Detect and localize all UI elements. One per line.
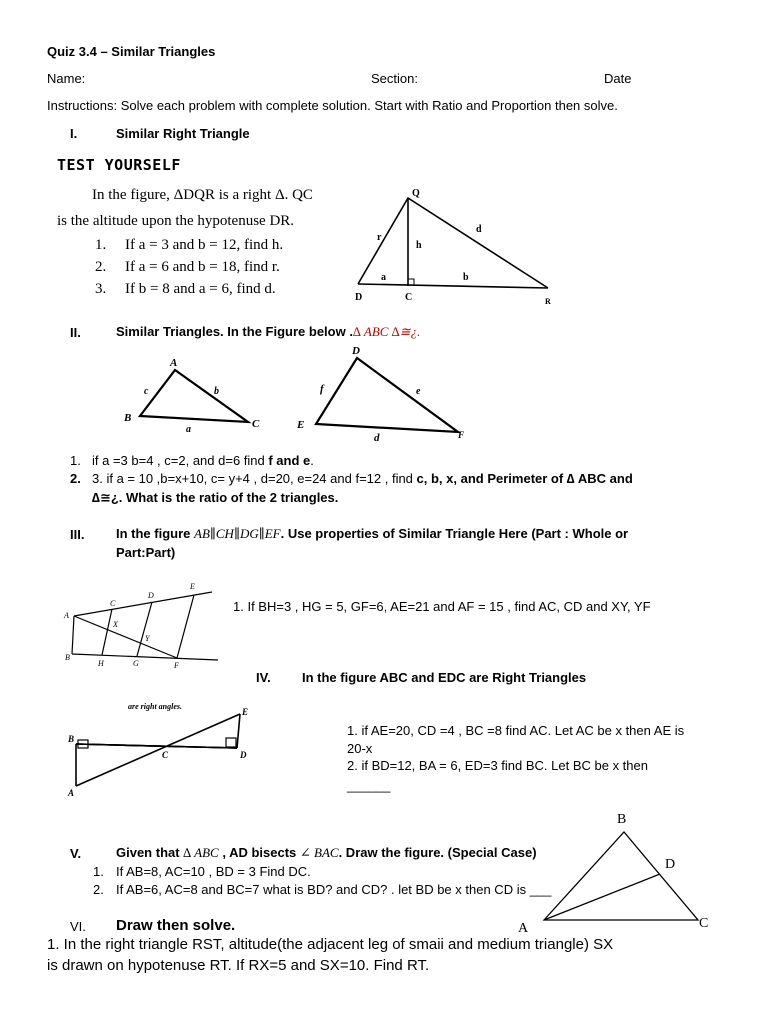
part2-number: II. [70,325,81,340]
label-e: E [242,707,249,717]
part6-text-line2: is drawn on hypotenuse RT. If RX=5 and SX=10. Find RT. [47,957,430,974]
part2-item-2-line2: ∆≅¿. What is the ratio of the 2 triangles. [92,490,339,505]
part3-title-line2: Part:Part) [116,545,176,560]
date-label: Date [604,71,632,86]
part2-item-1 [92,453,314,468]
test-yourself-heading: TEST YOURSELF [57,156,181,174]
label-c: C [110,599,116,608]
label-x: X [113,620,118,629]
part6-text-line1: 1. In the right triangle RST, altitude(the adjacent leg of smaii and medium triangle) SX [47,936,614,953]
label-b: B [617,812,627,827]
instructions: Instructions: Solve each problem with complete solution. Start with Ratio and Proportion then solve. [47,98,618,113]
part1-item-number: 2. [95,259,107,275]
part2-item-1-bold: f and e [268,453,311,468]
label-a: A [64,611,69,620]
part3-title-text-2: . Use properties of Similar Triangle Here (Part : Whole or [280,526,629,541]
quiz-title: Quiz 3.4 – Similar Triangles [47,44,216,59]
part5-title-text: Given that [116,845,184,860]
label-b: B [68,734,75,744]
label-d: d [476,224,482,235]
label-h: H [98,659,104,668]
part5-title-text-3: . Draw the figure. (Special Case) [338,845,537,860]
label-d-vertex: D [352,346,360,357]
label-r: r [377,232,382,243]
part2-item-1-text: if a =3 b=4 , c=2, and d=6 find [92,453,269,468]
label-f-side: f [320,383,324,395]
part5-item-number: 1. [93,864,104,879]
label-c-vertex: C [252,418,260,430]
part1-item-number: 1. [95,237,107,253]
label-c-side: c [144,386,149,397]
part2-item-2-bold: c, b, x, and Perimeter of ∆ ABC and [416,471,633,486]
part3-title-text: In the figure [116,526,194,541]
part4-item-2: 2. if BD=12, BA = 6, ED=3 find BC. Let BC be x then [347,758,648,773]
part5-title [116,845,537,861]
part1-figure-text-2: is the altitude upon the hypotenuse DR. [57,213,295,229]
part6-number: VI. [70,919,86,934]
part4-number: IV. [256,670,271,685]
part4-item-1-line2: 20-x [347,741,373,756]
part2-item-2-text: 3. if a = 10 ,b=x+10, c= y+4 , d=20, e=24 and f=12 , find [92,471,417,486]
angle-bisector-triangle-figure [510,806,720,936]
label-a: a [381,272,386,283]
part1-number: I. [70,126,78,141]
part4-title: In the figure ABC and EDC are Right Triangles [302,670,587,685]
label-d: D [665,857,676,872]
part5-number: V. [70,846,82,861]
part3-item-1: 1. If BH=3 , HG = 5, GF=6, AE=21 and AF = 15 , find AC, CD and XY, YF [233,599,651,614]
part1-title: Similar Right Triangle [116,126,250,141]
part2-item-number: 1. [70,453,81,468]
label-e-side: e [416,386,421,397]
part5-item-number: 2. [93,882,104,897]
label-a-vertex: A [170,357,178,369]
part3-title-math: AB∥CH∥DG∥EF [194,526,281,541]
label-f-vertex: F [458,430,465,440]
part5-title-math-2: ∠ BAC [299,845,339,860]
label-c: C [699,916,709,931]
part1-item-text: If b = 8 and a = 6, find d. [125,281,276,297]
label-a-side: a [186,424,191,435]
label-c: C [162,750,169,760]
label-y: Y [145,634,150,643]
part5-item-text: If AB=8, AC=10 , BD = 3 Find DC. [116,864,311,879]
part5-title-text-2: , AD bisects [218,845,300,860]
label-f: F [174,661,179,670]
part4-item-1: 1. if AE=20, CD =4 , BC =8 find AC. Let AC be x then AE is [347,723,685,738]
part5-item-text: If AB=6, AC=8 and BC=7 what is BD? and CD? . let BD be x then CD is ___ [116,882,552,897]
label-b-side: b [214,386,219,397]
part3-title [116,526,628,542]
label-r-vertex: R [545,297,551,306]
part2-item-2 [92,471,633,486]
figure-caption: are right angles. [128,702,183,711]
label-e-vertex: E [297,419,305,431]
part2-title-math: ∆ ABC ∆≅¿. [352,324,421,339]
right-triangle-dqr-figure [350,182,560,310]
part1-item-text: If a = 3 and b = 12, find h. [125,237,284,253]
parallel-lines-figure [62,580,222,672]
part5-title-math-1: ∆ ABC [183,845,219,860]
part1-item-text: If a = 6 and b = 18, find r. [125,259,280,275]
similar-triangles-figure [120,346,480,446]
part3-number: III. [70,527,85,542]
name-label: Name: [47,71,86,86]
label-q: Q [412,188,420,199]
section-label: Section: [371,71,418,86]
label-e: E [190,582,195,591]
label-h: h [416,240,422,251]
label-c: C [405,292,413,303]
part2-title-text: Similar Triangles. In the Figure below . [116,324,353,339]
label-d: D [240,750,247,760]
label-b-vertex: B [124,412,132,424]
label-d: D [148,591,154,600]
part1-figure-text-1: In the figure, ΔDQR is a right Δ. QC [92,187,313,203]
part2-title [116,324,420,340]
label-g: G [133,659,139,668]
part4-item-2-blank: ______ [347,778,391,793]
label-a: A [518,921,529,936]
part2-item-number: 2. [70,471,81,486]
label-d-vertex: D [355,292,363,303]
part6-title: Draw then solve. [116,917,236,934]
label-b: B [65,653,70,662]
right-triangles-abc-edc-figure [62,700,258,800]
label-b: b [463,272,469,283]
part1-item-number: 3. [95,281,107,297]
label-d-side: d [374,432,380,444]
label-a: A [68,788,75,798]
part2-item-1-end: . [310,453,314,468]
